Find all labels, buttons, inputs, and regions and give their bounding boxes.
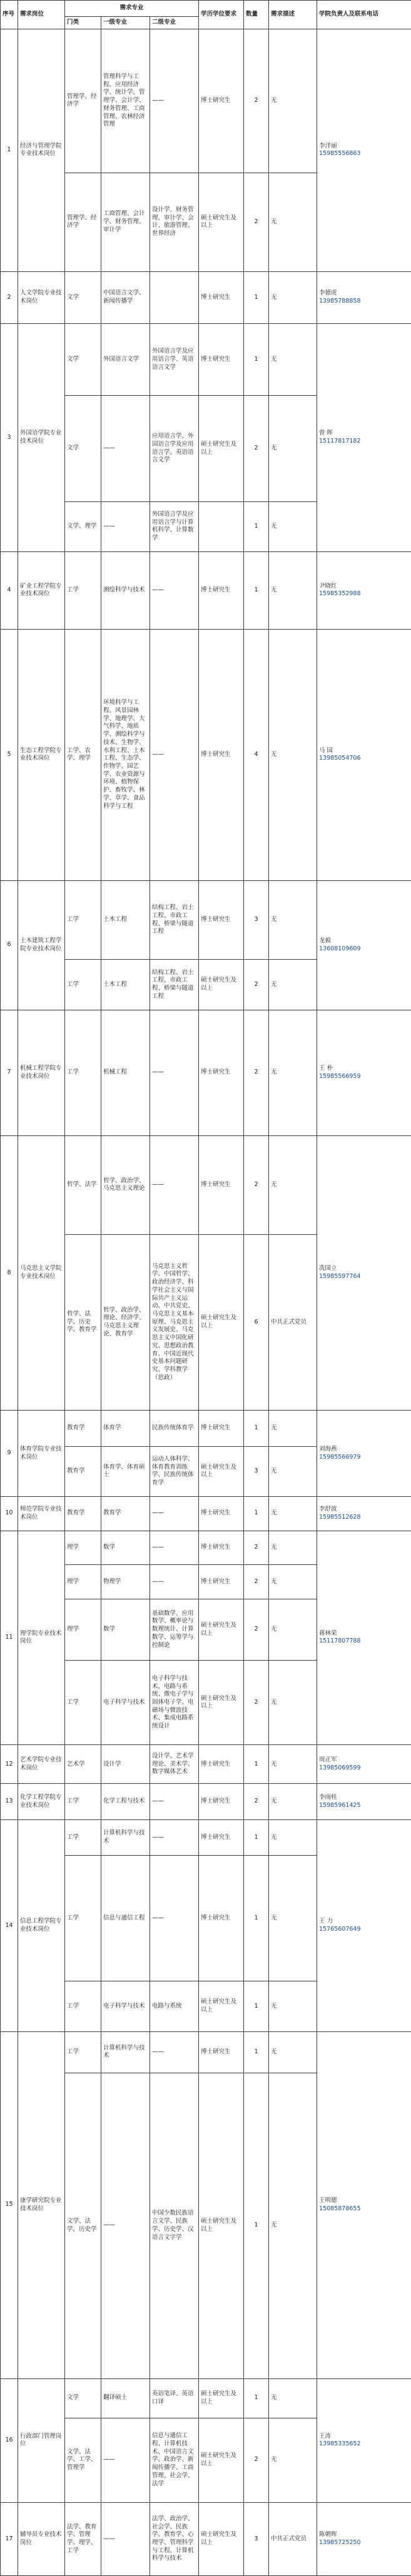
level2-major-cell: 运动人体科学、体育教育训练学、民族传统体育学	[150, 1446, 199, 1496]
table-row	[1, 1531, 411, 1565]
degree-cell: 硕士研究生及以上	[199, 2073, 244, 2379]
level2-major-cell: 中国少数民族语言文学、民族学、历史学、汉语言文字学	[150, 2073, 199, 2379]
category-cell: 工学	[65, 1819, 101, 1855]
row-number: 13	[1, 1784, 18, 1819]
category-cell: 文学	[65, 271, 101, 323]
description-cell: 中共正式党员	[269, 2502, 317, 2575]
count-cell: 2	[244, 1784, 269, 1819]
description-cell: 无	[269, 1446, 317, 1496]
contact-name: 尹晓红	[319, 582, 337, 590]
contact-cell	[317, 2502, 411, 2575]
count-cell: 2	[244, 2418, 269, 2502]
count-cell: 2	[244, 1531, 269, 1565]
description-cell: 无	[269, 960, 317, 1010]
contact-cell	[317, 880, 411, 1010]
contact-phone: 15117807788	[319, 1638, 361, 1645]
level2-major-cell: ——	[150, 1819, 199, 1855]
row-number: 7	[1, 1010, 18, 1135]
contact-name: 李舒波	[319, 1506, 337, 1513]
position-cell: 土木建筑工程学院专业技术岗位	[18, 880, 65, 1010]
row-number: 2	[1, 271, 18, 323]
description-cell: 无	[269, 1784, 317, 1819]
row-number: 1	[1, 29, 18, 272]
description-cell: 无	[269, 1496, 317, 1531]
description-cell: 无	[269, 271, 317, 323]
description-cell: 无	[269, 1411, 317, 1446]
contact-phone: 15117817182	[319, 438, 361, 445]
category-cell: 教育学	[65, 1411, 101, 1446]
degree-cell: 博士研究生	[199, 1135, 244, 1234]
level1-major-cell: 物理学	[101, 1565, 150, 1599]
count-cell: 4	[244, 629, 269, 880]
contact-cell	[317, 1531, 411, 1745]
header-position: 需求岗位	[18, 1, 65, 29]
contact-cell	[317, 1784, 411, 1819]
header-degree: 学历学位要求	[199, 1, 244, 29]
level1-major-cell: 电子科学与技术	[101, 1981, 150, 2031]
table-body	[1, 29, 411, 2576]
degree-cell: 博士研究生	[199, 1745, 244, 1784]
degree-cell: 硕士研究生及以上	[199, 1981, 244, 2031]
level1-major-cell: 机械工程	[101, 1010, 150, 1135]
position-cell: 信息工程学院专业技术岗位	[18, 1819, 65, 2031]
level2-major-cell: 民族传统体育学	[150, 1411, 199, 1446]
level1-major-cell: 环境科学与工程、风景园林学、地理学、大气科学、地质学、测绘科学与技术、生物学、水利工程、土木工程、生态学、作物学、园艺学、农业资源与环境、植物保护、畜牧学、林学、草学、食品科学与工程	[101, 629, 150, 880]
category-cell: 文学、理学	[65, 501, 101, 551]
level2-major-cell: 结构工程、岩土工程、市政工程、桥梁与隧道工程	[150, 880, 199, 959]
degree-cell: 硕士研究生及以上	[199, 1446, 244, 1496]
contact-name: 周正军	[319, 1756, 337, 1764]
level2-major-cell: ——	[150, 1135, 199, 1234]
contact-name: 陈朝晖	[319, 2531, 337, 2538]
contact-cell	[317, 29, 411, 272]
contact-cell	[317, 1745, 411, 1784]
row-number: 16	[1, 2378, 18, 2502]
degree-cell: 博士研究生	[199, 1565, 244, 1599]
contact-cell	[317, 629, 411, 880]
row-number: 14	[1, 1819, 18, 2031]
level2-major-cell: ——	[150, 2031, 199, 2073]
category-cell: 工学	[65, 1981, 101, 2031]
contact-phone: 13985054706	[319, 755, 361, 762]
header-major: 需求专业	[65, 1, 199, 17]
row-number: 5	[1, 629, 18, 880]
position-cell: 师范学院专业技术岗位	[18, 1496, 65, 1531]
description-cell: 无	[269, 552, 317, 630]
count-cell: 6	[244, 1234, 269, 1410]
contact-phone: 15985352988	[319, 590, 361, 598]
level1-major-cell: 计算机科学与技术	[101, 1819, 150, 1855]
contact-name: 王 力	[319, 1918, 333, 1925]
contact-phone: 13985069599	[319, 1764, 361, 1771]
description-cell: 无	[269, 29, 317, 173]
position-cell: 外国语学院专业技术岗位	[18, 324, 65, 552]
level2-major-cell	[150, 271, 199, 323]
description-cell: 无	[269, 1010, 317, 1135]
table-row	[1, 1010, 411, 1135]
description-cell: 无	[269, 396, 317, 502]
description-cell: 无	[269, 629, 317, 880]
contact-name: 冼国立	[319, 1265, 337, 1272]
degree-cell: 博士研究生	[199, 880, 244, 959]
level1-major-cell: 计算机科学与技术	[101, 2031, 150, 2073]
category-cell: 艺术学	[65, 1745, 101, 1784]
level1-major-cell: 教育学	[101, 1496, 150, 1531]
category-cell: 工学、农学、理学	[65, 629, 101, 880]
header-category: 门类	[65, 17, 101, 29]
degree-cell: 硕士研究生及以上	[199, 2502, 244, 2575]
degree-cell: 硕士研究生及以上	[199, 396, 244, 502]
count-cell: 1	[244, 2378, 269, 2418]
table-row	[1, 1135, 411, 1234]
table-row	[1, 271, 411, 323]
level2-major-cell: ——	[150, 1565, 199, 1599]
degree-cell: 博士研究生	[199, 1496, 244, 1531]
description-cell: 无	[269, 1661, 317, 1745]
category-cell: 文学	[65, 2378, 101, 2418]
level1-major-cell: 设计学	[101, 1745, 150, 1784]
description-cell: 无	[269, 1531, 317, 1565]
table-row	[1, 1819, 411, 1855]
level1-major-cell: 体育学	[101, 1411, 150, 1446]
level1-major-cell: 哲学、政治学、马克思主义理论	[101, 1135, 150, 1234]
position-cell: 生态工程学院专业技术岗位	[18, 629, 65, 880]
level2-major-cell: 马克思主义哲学、中国哲学、政治经济学、科学社会主义与国际共产主义运动、中共党史、马克思主义基本原理、马克思主义发展史、马克思主义中国化研究、思想政治教育、中国近现代史基本问题研究、学科教学（思政）	[150, 1234, 199, 1410]
level1-major-cell: 哲学、政治学、理论、经济学、马克思主义理论、教育学	[101, 1234, 150, 1410]
category-cell: 工学	[65, 1661, 101, 1745]
count-cell: 1	[244, 1819, 269, 1855]
degree-cell: 硕士研究生及以上	[199, 1661, 244, 1745]
contact-name: 刘海燕	[319, 1445, 337, 1452]
description-cell: 无	[269, 324, 317, 396]
row-number: 11	[1, 1531, 18, 1745]
table-row	[1, 2031, 411, 2073]
degree-cell: 硕士研究生及以上	[199, 2418, 244, 2502]
table-row	[1, 1496, 411, 1531]
contact-phone: 15985556863	[319, 150, 361, 158]
category-cell: 工学	[65, 1856, 101, 1981]
category-cell: 文学	[65, 396, 101, 502]
count-cell: 1	[244, 271, 269, 323]
level1-major-cell: 数学	[101, 1599, 150, 1661]
contact-cell	[317, 324, 411, 552]
category-cell: 管理学、经济学	[65, 173, 101, 271]
row-number: 3	[1, 324, 18, 552]
contact-cell	[317, 271, 411, 323]
position-cell: 行政部门管理岗位	[18, 2378, 65, 2502]
count-cell: 1	[244, 2073, 269, 2379]
contact-cell	[317, 552, 411, 630]
category-cell: 文学	[65, 324, 101, 396]
level1-major-cell: 中国语言文学、新闻传播学	[101, 271, 150, 323]
degree-cell: 博士研究生	[199, 324, 244, 396]
position-cell: 马克思主义学院专业技术岗位	[18, 1135, 65, 1410]
degree-cell: 博士研究生	[199, 271, 244, 323]
table-row	[1, 29, 411, 173]
degree-cell: 博士研究生	[199, 1010, 244, 1135]
level2-major-cell: ——	[150, 1010, 199, 1135]
description-cell: 无	[269, 501, 317, 551]
row-number: 8	[1, 1135, 18, 1410]
category-cell: 管理学、经济学	[65, 29, 101, 173]
contact-phone: 15985597764	[319, 1273, 361, 1280]
count-cell: 1	[244, 324, 269, 396]
level1-major-cell: 数学	[101, 1531, 150, 1565]
contact-name: 马 园	[319, 747, 333, 754]
description-cell: 无	[269, 1565, 317, 1599]
level1-major-cell: 外国语言文学	[101, 324, 150, 396]
row-number: 10	[1, 1496, 18, 1531]
degree-cell	[199, 501, 244, 551]
level2-major-cell: ——	[150, 1784, 199, 1819]
level2-major-cell: 设计学、艺术学理论、美术学、数字媒体艺术	[150, 1745, 199, 1784]
contact-name: 李雨桂	[319, 1793, 337, 1801]
table-row	[1, 1784, 411, 1819]
count-cell: 2	[244, 1135, 269, 1234]
table-row	[1, 2378, 411, 2418]
degree-cell: 硕士研究生及以上	[199, 960, 244, 1010]
contact-phone: 13985788858	[319, 298, 361, 305]
description-cell: 无	[269, 1135, 317, 1234]
contact-phone: 15985566979	[319, 1453, 361, 1461]
description-cell: 无	[269, 2418, 317, 2502]
description-cell: 无	[269, 1599, 317, 1661]
category-cell: 工学	[65, 2031, 101, 2073]
description-cell: 无	[269, 1981, 317, 2031]
row-number: 9	[1, 1411, 18, 1497]
level2-major-cell: 设计学、财务管理、审计学、会计、旅游管理、世界经济	[150, 173, 199, 271]
count-cell: 2	[244, 960, 269, 1010]
position-cell: 人文学院专业技术岗位	[18, 271, 65, 323]
level1-major-cell: 测绘科学与技术	[101, 552, 150, 630]
contact-name: 王涛	[319, 2432, 332, 2440]
table-row	[1, 629, 411, 880]
degree-cell: 硕士研究生及以上	[199, 173, 244, 271]
count-cell: 2	[244, 1599, 269, 1661]
level1-major-cell: 土木工程	[101, 960, 150, 1010]
count-cell: 1	[244, 552, 269, 630]
contact-phone: 13608109609	[319, 945, 361, 952]
level2-major-cell: 外国语言学及应用语言学与计算机科学、计算数学	[150, 501, 199, 551]
degree-cell: 硕士研究生及以上	[199, 1599, 244, 1661]
level2-major-cell: 英语笔译、英语口译	[150, 2378, 199, 2418]
table-row	[1, 2502, 411, 2575]
level1-major-cell: ——	[101, 2073, 150, 2379]
header-contact: 学院负责人及联系电话	[317, 1, 411, 29]
contact-name: 龙毅	[319, 937, 332, 945]
header-level2: 二级专业	[150, 17, 199, 29]
header-level1: 一级专业	[101, 17, 150, 29]
degree-cell: 硕士研究生及以上	[199, 2378, 244, 2418]
degree-cell: 博士研究生	[199, 1856, 244, 1981]
contact-cell	[317, 1135, 411, 1410]
row-number: 4	[1, 552, 18, 630]
level2-major-cell: ——	[150, 1531, 199, 1565]
description-cell: 无	[269, 1745, 317, 1784]
level2-major-cell: ——	[150, 629, 199, 880]
contact-phone: 13985725250	[319, 2538, 361, 2546]
level2-major-cell: ——	[150, 1496, 199, 1531]
contact-phone: 13985335652	[319, 2440, 361, 2448]
description-cell: 无	[269, 2378, 317, 2418]
table-row	[1, 1411, 411, 1446]
level2-major-cell: 电路与系统	[150, 1981, 199, 2031]
count-cell: 1	[244, 1856, 269, 1981]
level1-major-cell: 化学工程与技术	[101, 1784, 150, 1819]
count-cell: 1	[244, 1981, 269, 2031]
degree-cell: 博士研究生	[199, 1784, 244, 1819]
level1-major-cell: 信息与通信工程	[101, 1856, 150, 1981]
contact-cell	[317, 1411, 411, 1497]
category-cell: 哲学、法学、历史学、教育学	[65, 1234, 101, 1410]
contact-name: 王 朴	[319, 1065, 333, 1072]
category-cell: 工学	[65, 960, 101, 1010]
count-cell: 1	[244, 1745, 269, 1784]
contact-name: 王明德	[319, 2197, 337, 2205]
header-count: 数量	[244, 1, 269, 29]
count-cell: 1	[244, 1411, 269, 1446]
level2-major-cell: ——	[150, 552, 199, 630]
level2-major-cell: 结构工程、岩土工程、市政工程、桥梁与隧道工程	[150, 960, 199, 1010]
table-row	[1, 324, 411, 396]
category-cell: 文学、法学、历史学	[65, 2073, 101, 2379]
contact-cell	[317, 1496, 411, 1531]
degree-cell: 博士研究生	[199, 1819, 244, 1855]
level1-major-cell: 管理科学与工程、应用经济学、统计学、管理学、会计学、财务管理、工商管理、农林经济管理	[101, 29, 150, 173]
description-cell: 中共正式党员	[269, 1234, 317, 1410]
description-cell: 无	[269, 880, 317, 959]
level1-major-cell: 土木工程	[101, 880, 150, 959]
category-cell: 教育学	[65, 1496, 101, 1531]
description-cell: 无	[269, 1819, 317, 1855]
level2-major-cell: 法学、政治学、社会学、民族学、教育学、心理学、管理科学与工程、计算机科学与技术	[150, 2502, 199, 2575]
degree-cell: 博士研究生	[199, 2031, 244, 2073]
count-cell: 2	[244, 1565, 269, 1599]
level2-major-cell: 信息与通信工程、计算机技术、中国语言文学、政治学、新闻传播学、工商管理、社会学、法学	[150, 2418, 199, 2502]
level2-major-cell: 电子科学与技术、电路与系统、微电子学与固体电子学、电磁场与微波技术、集成电路系统设计	[150, 1661, 199, 1745]
position-cell: 化学工程学院专业技术岗位	[18, 1784, 65, 1819]
contact-cell	[317, 2031, 411, 2378]
row-number: 17	[1, 2502, 18, 2575]
category-cell: 工学	[65, 880, 101, 959]
level1-major-cell: 翻译硕士	[101, 2378, 150, 2418]
category-cell: 工学	[65, 552, 101, 630]
count-cell: 2	[244, 1661, 269, 1745]
header-other: 需求描述	[269, 1, 317, 29]
position-cell: 体育学院专业技术岗位	[18, 1411, 65, 1497]
position-cell: 矿业工程学院专业技术岗位	[18, 552, 65, 630]
degree-cell: 博士研究生	[199, 1411, 244, 1446]
level2-major-cell: 基础数学、应用数学、概率论与数理统计、计算数学、运筹学与控制论	[150, 1599, 199, 1661]
level2-major-cell: ——	[150, 29, 199, 173]
level2-major-cell: ——	[150, 1856, 199, 1981]
contact-name: 李德虎	[319, 289, 337, 297]
description-cell: 无	[269, 2073, 317, 2379]
category-cell: 法学、教育学、管理学、理学、工学	[65, 2502, 101, 2575]
contact-phone: 15985961425	[319, 1801, 361, 1809]
contact-cell	[317, 1010, 411, 1135]
category-cell: 工学	[65, 1784, 101, 1819]
count-cell: 2	[244, 1010, 269, 1135]
row-number: 12	[1, 1745, 18, 1784]
level1-major-cell: ——	[101, 501, 150, 551]
contact-name: 曾 晖	[319, 430, 333, 437]
contact-phone: 15985512628	[319, 1513, 361, 1521]
row-number: 6	[1, 880, 18, 1010]
contact-cell	[317, 2378, 411, 2502]
header-no: 序号	[1, 1, 18, 29]
level1-major-cell: ——	[101, 396, 150, 502]
contact-phone: 15765607649	[319, 1925, 361, 1933]
header-row	[1, 1, 411, 17]
category-cell: 理学	[65, 1531, 101, 1565]
level2-major-cell: 应用语言学、外国语言学及应用语言学、英语语言文学	[150, 396, 199, 502]
table-row	[1, 880, 411, 959]
degree-cell: 硕士研究生及以上	[199, 1234, 244, 1410]
degree-cell: 博士研究生	[199, 552, 244, 630]
category-cell: 理学	[65, 1599, 101, 1661]
level1-major-cell: 工商管理、会计学、财务管理、审计学	[101, 173, 150, 271]
degree-cell: 博士研究生	[199, 29, 244, 173]
category-cell: 文学、法学、工学、管理学	[65, 2418, 101, 2502]
contact-name: 蒋林荣	[319, 1629, 337, 1637]
degree-cell: 博士研究生	[199, 1531, 244, 1565]
count-cell: 1	[244, 501, 269, 551]
count-cell: 1	[244, 2031, 269, 2073]
count-cell: 1	[244, 1496, 269, 1531]
position-cell: 经济与管理学院专业技术岗位	[18, 29, 65, 272]
contact-phone: 15085878655	[319, 2205, 361, 2212]
category-cell: 教育学	[65, 1446, 101, 1496]
level1-major-cell: 体育学、体育硕士	[101, 1446, 150, 1496]
count-cell: 3	[244, 880, 269, 959]
level1-major-cell: ——	[101, 2502, 150, 2575]
position-cell: 理学院专业技术岗位	[18, 1531, 65, 1745]
position-cell: 康学研究院专业技术岗位	[18, 2031, 65, 2378]
level2-major-cell: 外国语言学及应用语言学、英语语言文学	[150, 324, 199, 396]
position-cell: 机械工程学院专业技术岗位	[18, 1010, 65, 1135]
contact-phone: 15985566959	[319, 1072, 361, 1080]
description-cell: 无	[269, 173, 317, 271]
table-row	[1, 552, 411, 630]
position-cell: 辅导员专业技术岗位	[18, 2502, 65, 2575]
category-cell: 理学	[65, 1565, 101, 1599]
level1-major-cell: ——	[101, 2418, 150, 2502]
description-cell: 无	[269, 1856, 317, 1981]
description-cell: 无	[269, 2031, 317, 2073]
position-cell: 艺术学院专业技术岗位	[18, 1745, 65, 1784]
count-cell: 3	[244, 2502, 269, 2575]
degree-cell: 博士研究生	[199, 629, 244, 880]
category-cell: 哲学、法学	[65, 1135, 101, 1234]
row-number: 15	[1, 2031, 18, 2378]
table-row	[1, 1745, 411, 1784]
contact-name: 李洋丽	[319, 142, 337, 149]
count-cell: 2	[244, 29, 269, 173]
category-cell: 工学	[65, 1010, 101, 1135]
count-cell: 3	[244, 1446, 269, 1496]
level1-major-cell: 电子科学与技术	[101, 1661, 150, 1745]
count-cell: 2	[244, 396, 269, 502]
contact-cell	[317, 1819, 411, 2031]
count-cell: 2	[244, 173, 269, 271]
